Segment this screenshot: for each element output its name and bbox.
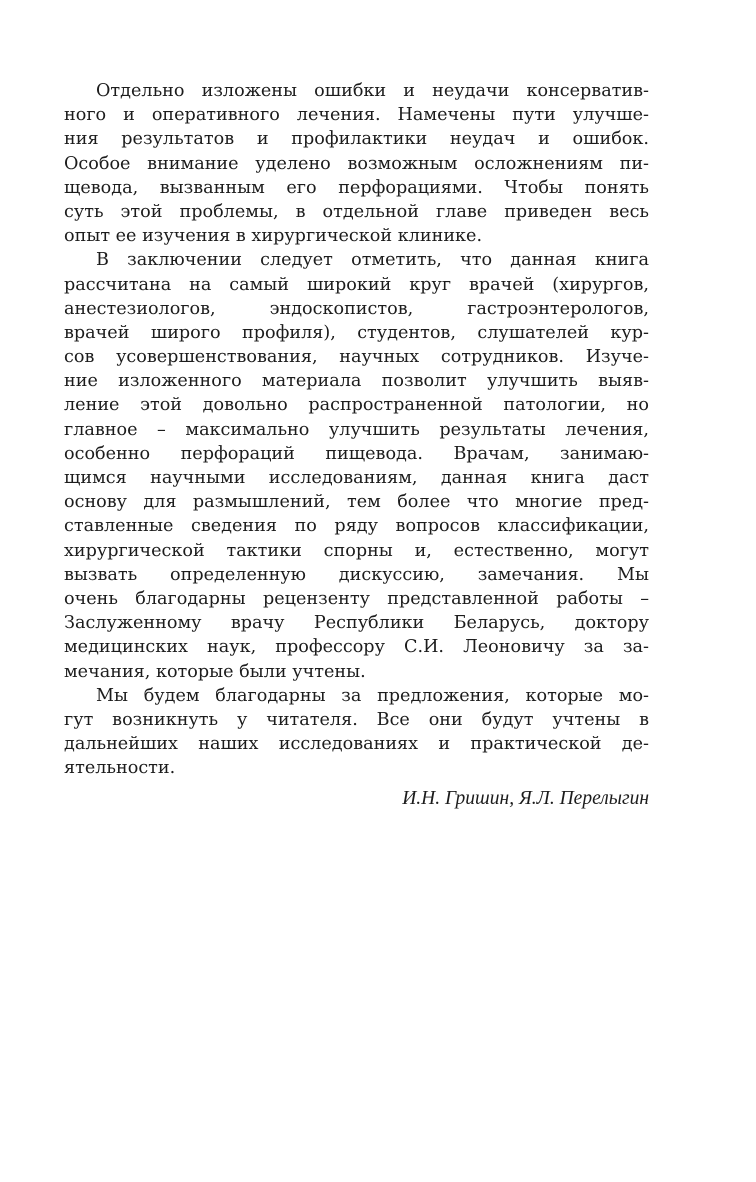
text-line: гут возникнуть у читателя. Все они будут учтены в	[64, 709, 649, 730]
text-line: рассчитана на самый широкий круг врачей (хирургов,	[64, 274, 649, 295]
text-line: ление этой довольно распространенной патологии, но	[64, 395, 649, 416]
text-line: врачей широго профиля), студентов, слушателей кур-	[64, 322, 649, 343]
text-line: суть этой проблемы, в отдельной главе приведен весь	[64, 201, 649, 222]
text-line: Особое внимание уделено возможным осложнениям пи-	[64, 153, 649, 174]
text-line: ставленные сведения по ряду вопросов классификации,	[64, 516, 649, 537]
text-line: анестезиологов, эндоскопистов, гастроэнтерологов,	[64, 298, 649, 319]
text-line: медицинских наук, профессору С.И. Леоновичу за за-	[64, 637, 649, 658]
text-line: щимся научными исследованиям, данная книга даст	[64, 468, 649, 488]
text-line: мечания, которые были учтены.	[64, 661, 366, 682]
text-line: дальнейших наших исследованиях и практической де-	[64, 734, 649, 755]
text-line: вызвать определенную дискуссию, замечания. Мы	[64, 564, 649, 585]
text-line: Отдельно изложены ошибки и неудачи консерватив-	[96, 81, 649, 101]
text-line: Мы будем благодарны за предложения, которые мо-	[96, 685, 649, 706]
paragraph-3	[64, 684, 649, 781]
text-line: сов усовершенствования, научных сотрудников. Изуче-	[64, 347, 649, 368]
text-line: щевода, вызванным его перфорациями. Чтобы понять	[64, 177, 649, 198]
authors-signature: И.Н. Гришин, Я.Л. Перелыгин	[402, 788, 649, 809]
paragraph-1	[64, 79, 649, 248]
text-line: опыт ее изучения в хирургической клинике.	[64, 226, 483, 247]
body-text	[64, 79, 649, 780]
text-line: ния результатов и профилактики неудач и ошибок.	[64, 129, 649, 150]
text-line: Заслуженному врачу Республики Беларусь, доктору	[64, 613, 649, 634]
text-line: хирургической тактики спорны и, естественно, могут	[64, 540, 649, 561]
text-line: ние изложенного материала позволит улучшить выяв-	[64, 371, 649, 392]
text-line: главное – максимально улучшить результаты лечения,	[64, 419, 649, 440]
text-line: В заключении следует отметить, что данная книга	[96, 250, 649, 271]
text-line: особенно перфораций пищевода. Врачам, занимаю-	[64, 443, 649, 464]
text-line: ного и оперативного лечения. Намечены пути улучше-	[64, 105, 649, 126]
paragraph-2	[64, 248, 649, 683]
text-line: ятельности.	[64, 758, 176, 779]
text-line: очень благодарны рецензенту представленной работы –	[64, 588, 649, 609]
text-line: основу для размышлений, тем более что многие пред-	[64, 492, 649, 513]
